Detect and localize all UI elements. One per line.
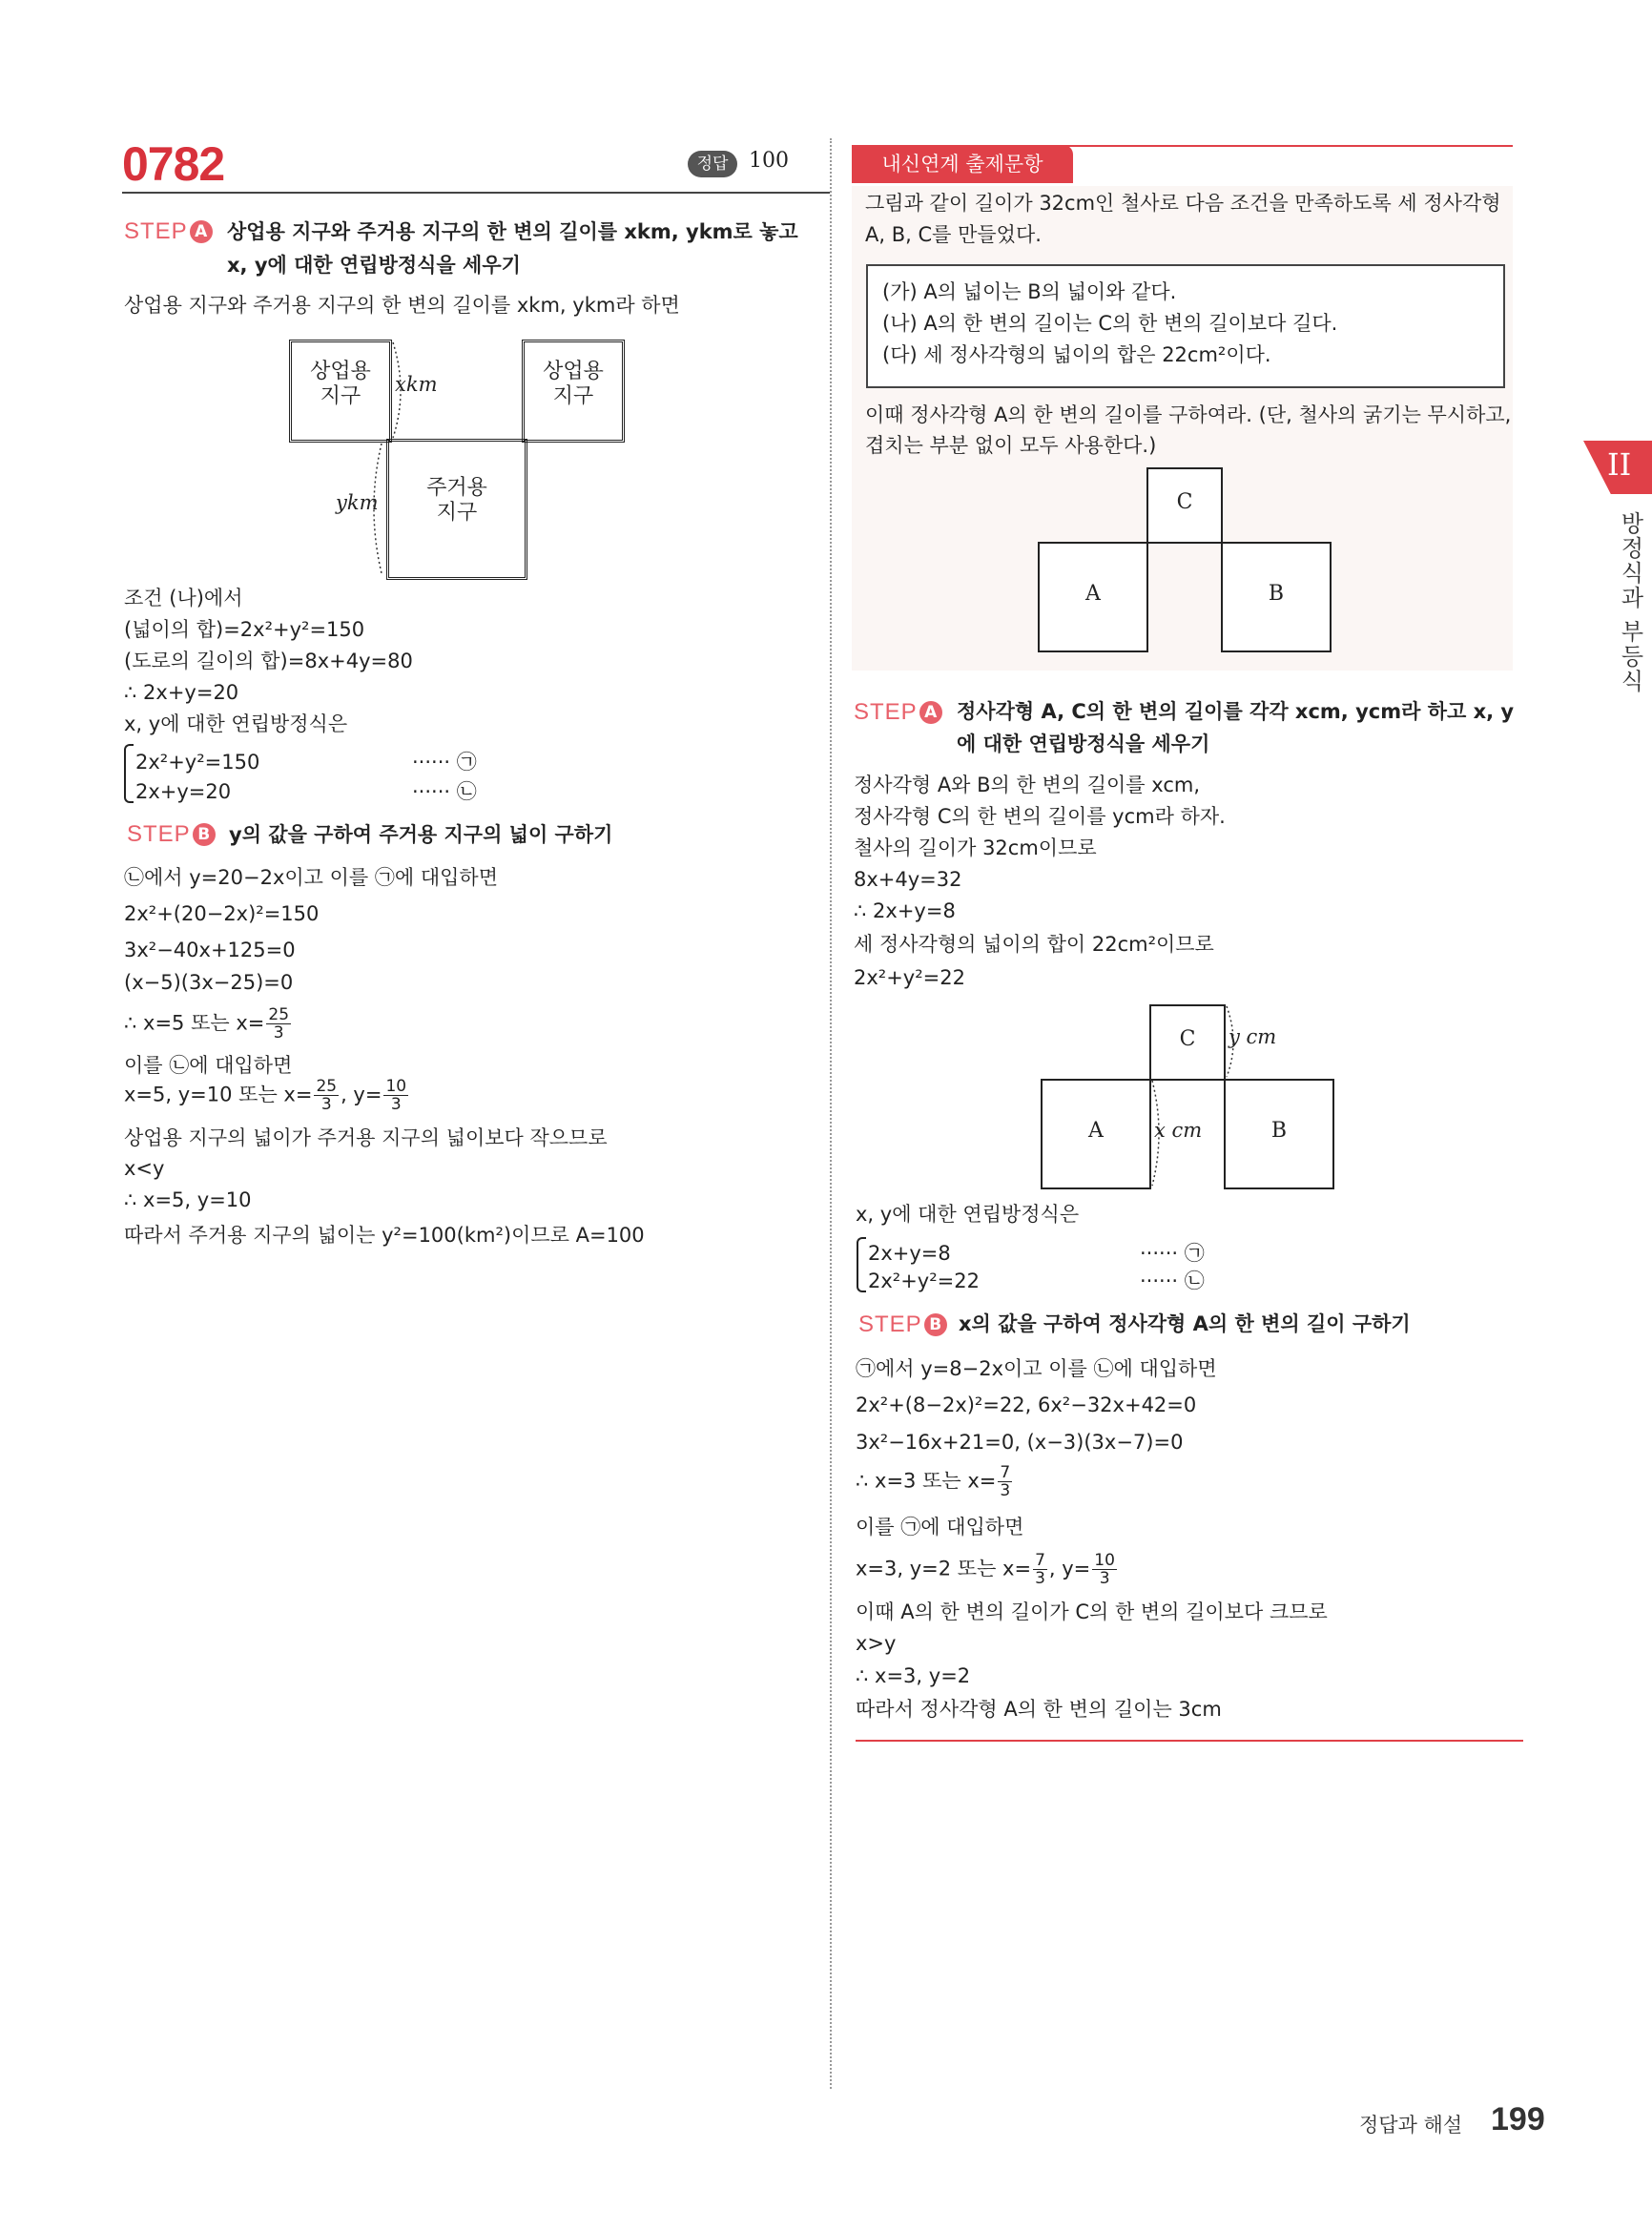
solution-line-8: 상업용 지구의 넓이가 주거용 지구의 넓이보다 작으므로 [124,1126,608,1149]
y-cm-label: y cm [1229,1025,1277,1048]
banner-rule [852,145,1513,147]
right-working-6: 세 정사각형의 넓이의 합이 22cm²이므로 [854,933,1214,956]
squares-figure-1 [1035,467,1340,658]
right-solution-8: x>y [856,1632,897,1655]
working-line-3: (도로의 길이의 합)=8x+4y=80 [124,650,413,672]
step-a-title-line2: x, y에 대한 연립방정식을 세우기 [227,254,521,277]
square-b-2-label: B [1270,1119,1288,1143]
answer-badge: 정답 [688,151,737,177]
page-number: 199 [1491,2101,1545,2137]
right-working-2: 정사각형 C의 한 변의 길이를 ycm라 하자. [854,805,1226,828]
right-working-5: ∴ 2x+y=8 [854,899,956,922]
condition-2: (나) A의 한 변의 길이는 C의 한 변의 길이보다 길다. [882,312,1338,335]
solution-line-10: ∴ x=5, y=10 [124,1188,252,1211]
answer-value: 100 [749,149,789,173]
square-b-label: B [1268,582,1285,606]
chapter-title: 방정식과 부등식 [1617,511,1643,694]
right-solution-9: ∴ x=3, y=2 [856,1664,971,1687]
dimension-arcs [286,339,630,577]
right-solution-6: x=3, y=2 또는 x= $\frac{7}{3}$ , y= $\frac{10}{3}$ [856,1551,1115,1588]
commercial-district-left-label: 상업용 지구 [310,360,371,408]
condition-1: (가) A의 넓이는 B의 넓이와 같다. [882,280,1177,303]
solution-line-6: 이를 ㉡에 대입하면 [124,1054,293,1077]
solution-line-7: x=5, y=10 또는 x= $\frac{25}{3}$ , y= $\frac{10}{3}$ [124,1077,407,1114]
right-working-1: 정사각형 A와 B의 한 변의 길이를 xcm, [854,774,1200,796]
right-system-eq-2: 2x²+y²=22 [868,1270,980,1292]
squares-figure-2 [1038,1004,1353,1195]
right-solution-3: 3x²−16x+21=0, (x−3)(3x−7)=0 [856,1431,1184,1454]
working-line-5: x, y에 대한 연립방정식은 [124,712,348,735]
right-step-b-badge: STEP B [858,1311,947,1338]
system-eq-1: 2x²+y²=150 [135,751,260,774]
square-a-2-label: A [1088,1119,1104,1143]
right-system-intro: x, y에 대한 연립방정식은 [856,1203,1080,1226]
problem-text-1: 그림과 같이 길이가 32cm인 철사로 다음 조건을 만족하도록 세 정사각형 [865,192,1501,215]
working-line-1: 조건 (나)에서 [124,587,243,609]
solution-line-1: ㉡에서 y=20−2x이고 이를 ㉠에 대입하면 [124,866,498,889]
system-eq-2: 2x+y=20 [135,780,232,803]
right-solution-7: 이때 A의 한 변의 길이가 C의 한 변의 길이보다 크므로 [856,1600,1328,1623]
footer-label: 정답과 해설 [1359,2114,1463,2137]
solution-line-2: 2x²+(20−2x)²=150 [124,902,320,925]
question-text-2: 겹치는 부분 없이 모두 사용한다.) [865,434,1157,457]
working-line-2: (넓이의 합)=2x²+y²=150 [124,618,365,641]
district-figure [286,339,630,577]
right-system-mark-1: ······ ㉠ [1140,1242,1205,1265]
right-end-rule [856,1740,1523,1742]
x-km-label: xkm [395,373,438,396]
right-solution-1: ㉠에서 y=8−2x이고 이를 ㉡에 대입하면 [856,1357,1217,1380]
solution-line-11: 따라서 주거용 지구의 넓이는 y²=100(km²)이므로 A=100 [124,1224,645,1247]
problem-number: 0782 [122,137,225,191]
right-working-4: 8x+4y=32 [854,868,962,891]
condition-3: (다) 세 정사각형의 넓이의 합은 22cm²이다. [882,343,1271,366]
header-rule [122,192,830,194]
right-step-a-badge: STEP A [854,699,942,726]
y-km-label: ykm [336,491,379,514]
right-working-7: 2x²+y²=22 [854,966,965,989]
solution-line-3: 3x²−40x+125=0 [124,939,296,961]
right-step-b-title: x의 값을 구하여 정사각형 A의 한 변의 길이 구하기 [959,1312,1411,1335]
figure-2-arcs [1038,1004,1353,1195]
right-step-a-title-line1: 정사각형 A, C의 한 변의 길이를 각각 xcm, ycm라 하고 x, y [957,700,1515,723]
solution-line-9: x<y [124,1157,165,1180]
x-cm-label: x cm [1154,1119,1203,1142]
related-problem-banner: 내신연계 출제문항 [852,145,1073,183]
right-solution-10: 따라서 정사각형 A의 한 변의 길이는 3cm [856,1698,1222,1721]
working-line-4: ∴ 2x+y=20 [124,681,239,704]
right-solution-4: ∴ x=3 또는 x= $\frac{7}{3}$ [856,1463,1011,1500]
step-b-badge: STEP B [127,821,216,848]
solution-line-5: ∴ x=5 또는 x= $\frac{25}{3}$ [124,1005,290,1043]
system-mark-2: ······ ㉡ [412,780,477,803]
right-solution-5: 이를 ㉠에 대입하면 [856,1516,1024,1538]
question-text-1: 이때 정사각형 A의 한 변의 길이를 구하여라. (단, 철사의 굵기는 무시하고, [865,403,1512,426]
right-step-a-title-line2: 에 대한 연립방정식을 세우기 [957,733,1210,755]
step-b-title: y의 값을 구하여 주거용 지구의 넓이 구하기 [229,823,613,846]
square-a-label: A [1085,582,1101,606]
right-system-mark-2: ······ ㉡ [1140,1270,1205,1292]
square-c-label: C [1176,490,1193,514]
right-system-eq-1: 2x+y=8 [868,1242,951,1265]
right-working-3: 철사의 길이가 32cm이므로 [854,836,1097,859]
chapter-roman: II [1607,446,1632,483]
commercial-district-right-label: 상업용 지구 [543,360,604,408]
square-c-2-label: C [1179,1027,1196,1051]
residential-district-label: 주거용 지구 [426,476,487,525]
system-mark-1: ······ ㉠ [412,751,477,774]
intro-text: 상업용 지구와 주거용 지구의 한 변의 길이를 xkm, ykm라 하면 [124,294,680,317]
right-system-brace [857,1237,866,1292]
solution-line-4: (x−5)(3x−25)=0 [124,971,294,994]
step-a-badge: STEP A [124,218,213,245]
problem-text-2: A, B, C를 만들었다. [865,223,1042,246]
step-a-title-line1: 상업용 지구와 주거용 지구의 한 변의 길이를 xkm, ykm로 놓고 [227,220,798,243]
right-solution-2: 2x²+(8−2x)²=22, 6x²−32x+42=0 [856,1394,1197,1416]
column-divider [830,138,832,2089]
system-brace [124,744,134,803]
